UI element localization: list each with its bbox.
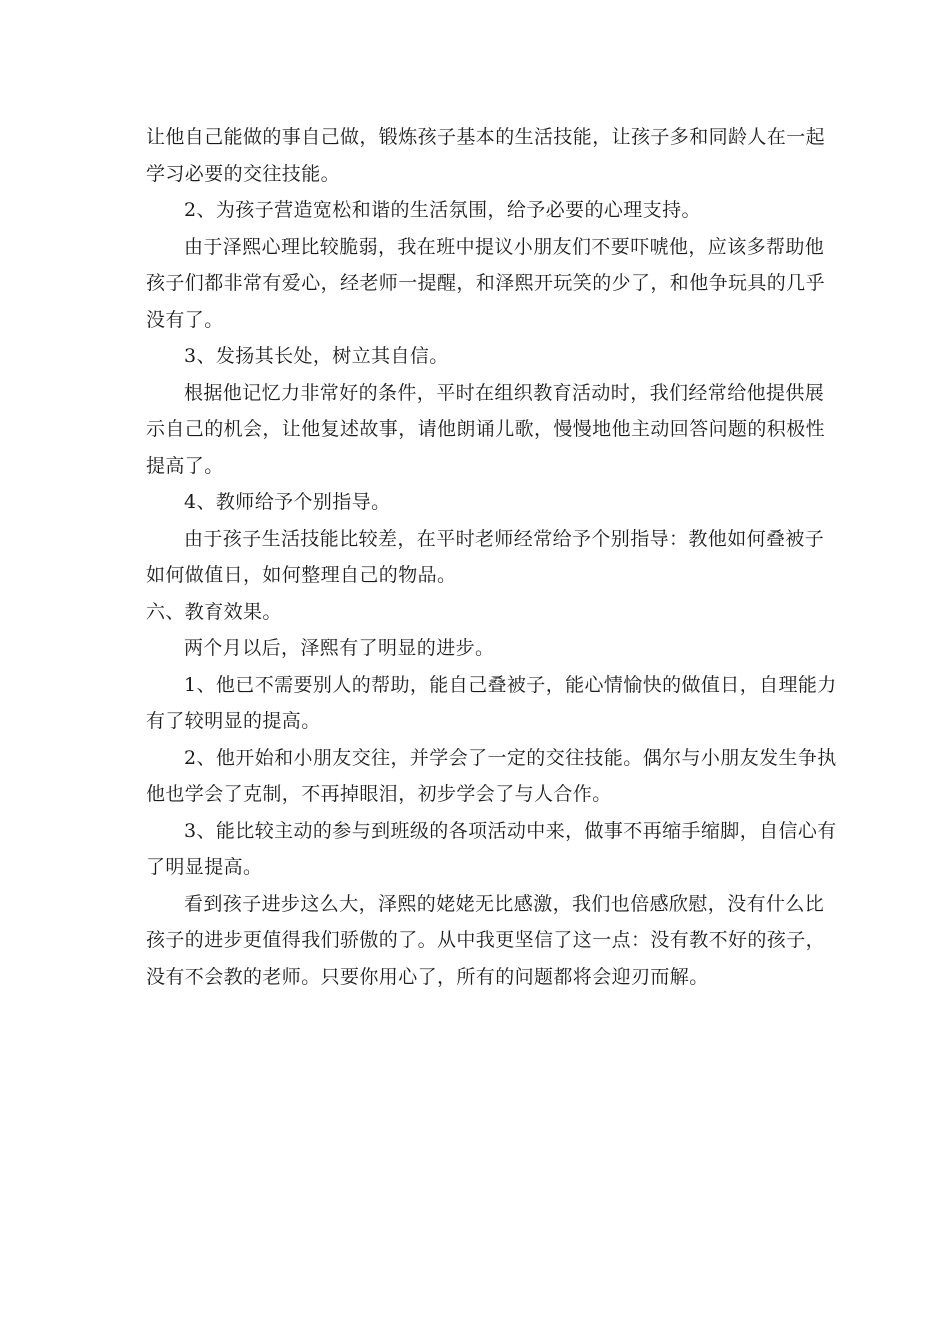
text-line: 3、发扬其长处，树立其自信。 xyxy=(184,345,449,367)
text-line: 让他自己能做的事自己做，锻炼孩子基本的生活技能，让孩子多和同龄人在一起 xyxy=(146,126,826,148)
text-line: 有了较明显的提高。 xyxy=(146,710,321,732)
text-line: 看到孩子进步这么大，泽熙的姥姥无比感激，我们也倍感欣慰，没有什么比 xyxy=(184,892,825,915)
text-line: 他也学会了克制，不再掉眼泪，初步学会了与人合作。 xyxy=(146,783,612,805)
text-line: 孩子们都非常有爱心，经老师一提醒，和泽熙开玩笑的少了，和他争玩具的几乎 xyxy=(146,272,826,294)
text-line: 学习必要的交往技能。 xyxy=(146,162,341,185)
document-body xyxy=(146,119,837,995)
text-line: 2、他开始和小朋友交往，并学会了一定的交往技能。偶尔与小朋友发生争执 xyxy=(184,746,837,769)
section-heading: 六、教育效果。 xyxy=(146,600,282,623)
text-line: 示自己的机会，让他复述故事，请他朗诵儿歌，慢慢地他主动回答问题的积极性 xyxy=(146,418,826,440)
text-line: 了明显提高。 xyxy=(146,856,263,878)
text-line: 3、能比较主动的参与到班级的各项活动中来，做事不再缩手缩脚，自信心有 xyxy=(184,819,837,842)
text-line: 提高了。 xyxy=(146,454,224,477)
text-line: 孩子的进步更值得我们骄傲的了。从中我更坚信了这一点：没有教不好的孩子， xyxy=(146,929,826,951)
text-line: 没有不会教的老师。只要你用心了，所有的问题都将会迎刃而解。 xyxy=(146,965,709,988)
text-line: 4、教师给予个别指导。 xyxy=(184,491,391,513)
text-line: 两个月以后，泽熙有了明显的进步。 xyxy=(184,637,495,659)
text-line: 没有了。 xyxy=(146,308,224,331)
text-line: 如何做值日，如何整理自己的物品。 xyxy=(146,564,457,586)
text-line: 1、他已不需要别人的帮助，能自己叠被子，能心情愉快的做值日，自理能力 xyxy=(184,673,837,696)
text-line: 由于泽熙心理比较脆弱，我在班中提议小朋友们不要吓唬他，应该多帮助他 xyxy=(184,235,825,258)
text-line: 根据他记忆力非常好的条件，平时在组织教育活动时，我们经常给他提供展 xyxy=(184,381,825,404)
text-line: 2、为孩子营造宽松和谐的生活氛围，给予必要的心理支持。 xyxy=(184,199,701,221)
text-line: 由于孩子生活技能比较差，在平时老师经常给予个别指导：教他如何叠被子 xyxy=(184,527,825,550)
